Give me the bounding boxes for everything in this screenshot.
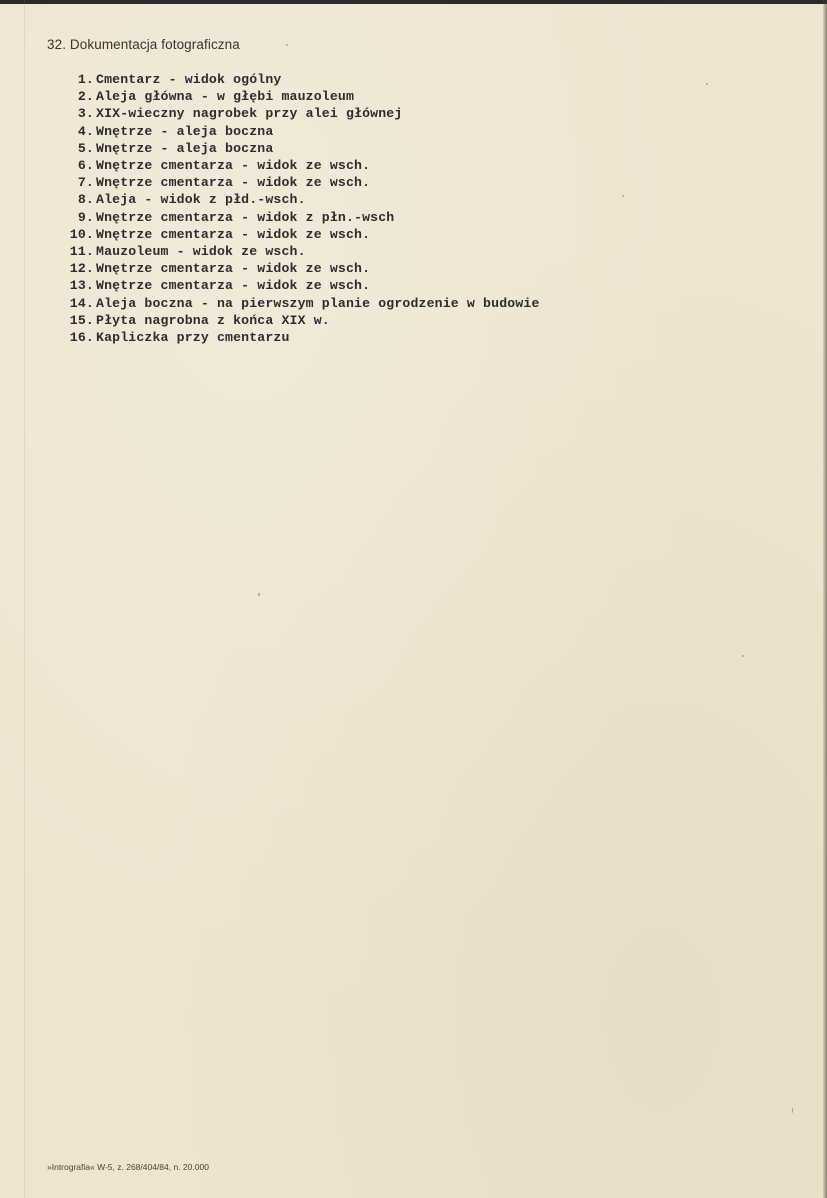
paper-speck [706, 83, 708, 85]
photo-number: 6. [77, 158, 94, 174]
photo-caption: Wnętrze - aleja boczna [96, 123, 274, 139]
page-top-edge [0, 0, 827, 4]
photo-list-item [52, 174, 540, 191]
photo-number: 11. [69, 244, 94, 260]
paper-speck [286, 44, 288, 46]
page-right-edge [823, 0, 827, 1198]
photo-number: 15. [69, 312, 94, 328]
photo-list-item [52, 88, 540, 105]
photo-number: 2. [77, 89, 94, 105]
paper-speck [792, 1108, 793, 1113]
photo-caption: Płyta nagrobna z końca XIX w. [96, 312, 330, 328]
photo-list-item [52, 243, 540, 260]
section-title: 32. Dokumentacja fotograficzna [47, 37, 240, 52]
photo-list-item [52, 123, 540, 140]
photo-number: 13. [69, 278, 94, 294]
photo-list-item [52, 71, 540, 88]
photo-number: 5. [77, 140, 94, 156]
photo-number: 1. [77, 72, 94, 87]
photo-list-item [52, 140, 540, 157]
photo-number: 8. [77, 192, 94, 208]
photo-caption: Wnętrze cmentarza - widok z płn.-wsch [96, 209, 395, 225]
paper-speck [742, 655, 744, 657]
photo-list-item [52, 260, 540, 277]
photo-caption: Mauzoleum - widok ze wsch. [96, 244, 306, 260]
photo-list-item [52, 157, 540, 174]
paper-speck [622, 195, 624, 197]
printer-footer: »Intrografia« W-5, z. 268/404/84, n. 20.000 [47, 1162, 209, 1172]
photo-list-item [52, 312, 540, 329]
photo-number: 3. [77, 106, 94, 122]
photo-caption: Wnętrze cmentarza - widok ze wsch. [96, 158, 371, 174]
photo-caption: Wnętrze cmentarza - widok ze wsch. [96, 175, 371, 191]
photo-caption: Aleja główna - w głębi mauzoleum [96, 89, 355, 105]
photo-caption: Wnętrze cmentarza - widok ze wsch. [96, 226, 371, 242]
photo-caption: Wnętrze cmentarza - widok ze wsch. [96, 261, 371, 277]
photo-list-item [52, 295, 540, 312]
photo-number: 10. [69, 226, 94, 242]
photo-number: 4. [77, 123, 94, 139]
photo-list-item [52, 329, 540, 346]
photo-number: 16. [69, 330, 94, 346]
photo-number: 12. [69, 261, 94, 277]
photo-list-item [52, 191, 540, 208]
photo-caption: Wnętrze - aleja boczna [96, 140, 274, 156]
photo-caption: Aleja - widok z płd.-wsch. [96, 192, 306, 208]
photo-number: 14. [69, 295, 94, 311]
paper-speck [258, 593, 260, 596]
photo-caption: XIX-wieczny nagrobek przy alei głównej [96, 106, 403, 122]
photo-list-item [52, 105, 540, 122]
photo-caption: Aleja boczna - na pierwszym planie ogrodzenie w budowie [96, 295, 540, 311]
photo-caption: Wnętrze cmentarza - widok ze wsch. [96, 278, 371, 294]
photo-number: 7. [77, 175, 94, 191]
photo-list-item [52, 226, 540, 243]
photo-list-item [52, 277, 540, 294]
page-fold-line [24, 0, 25, 1198]
photo-caption: Kapliczka przy cmentarzu [96, 330, 290, 346]
photo-number: 9. [77, 209, 94, 225]
photo-caption: Cmentarz - widok ogólny [96, 72, 282, 87]
photo-list-item [52, 209, 540, 226]
photo-list [52, 71, 540, 346]
